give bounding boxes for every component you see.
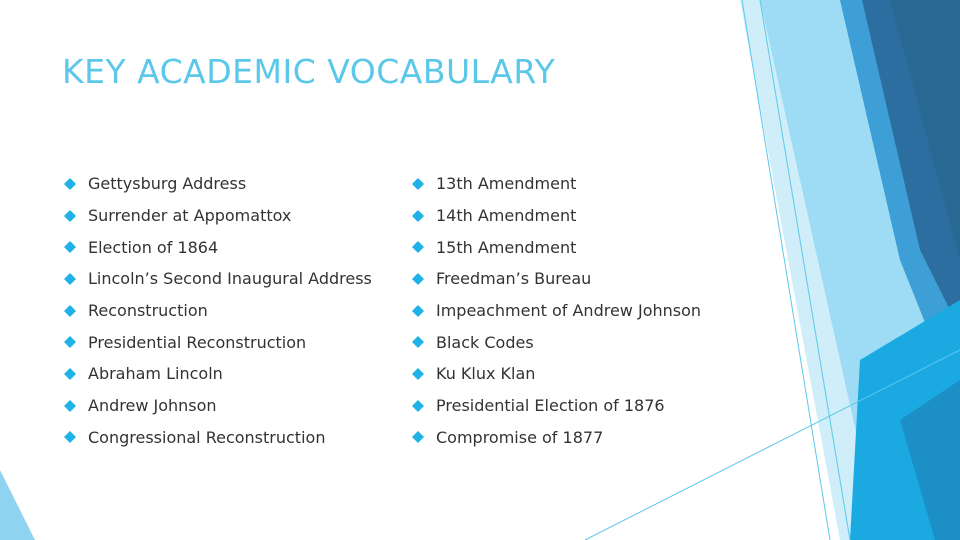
diamond-bullet-icon (410, 303, 426, 319)
list-item-label: Reconstruction (88, 301, 208, 321)
list-item-label: Lincoln’s Second Inaugural Address (88, 269, 372, 289)
diamond-bullet-icon (410, 334, 426, 350)
diamond-bullet-icon (62, 366, 78, 382)
diamond-bullet-icon (62, 303, 78, 319)
diamond-bullet-icon (410, 398, 426, 414)
diamond-bullet-icon (410, 271, 426, 287)
diamond-bullet-icon (62, 398, 78, 414)
vocab-list-right (410, 168, 701, 453)
list-item-label: Presidential Election of 1876 (436, 396, 665, 416)
list-item (410, 263, 701, 295)
list-item-label: Ku Klux Klan (436, 364, 536, 384)
list-item (62, 200, 372, 232)
list-item-label: Abraham Lincoln (88, 364, 223, 384)
list-item-label: Gettysburg Address (88, 174, 247, 194)
list-item-label: 15th Amendment (436, 237, 577, 257)
list-item (62, 231, 372, 263)
list-item-label: Presidential Reconstruction (88, 332, 307, 352)
list-item (410, 200, 701, 232)
list-item-label: Impeachment of Andrew Johnson (436, 301, 702, 321)
diamond-bullet-icon (410, 429, 426, 445)
list-item-label: Congressional Reconstruction (88, 427, 326, 447)
list-item-label: 13th Amendment (436, 174, 577, 194)
list-item (410, 358, 701, 390)
list-item (62, 390, 372, 422)
list-item-label: Black Codes (436, 332, 534, 352)
diamond-bullet-icon (410, 366, 426, 382)
diamond-bullet-icon (410, 208, 426, 224)
list-item-label: 14th Amendment (436, 206, 577, 226)
list-item (410, 422, 701, 454)
list-item (62, 422, 372, 454)
diamond-bullet-icon (62, 429, 78, 445)
list-item (62, 326, 372, 358)
list-item-label: Freedman’s Bureau (436, 269, 592, 289)
list-item (62, 263, 372, 295)
diamond-bullet-icon (62, 334, 78, 350)
list-item-label: Compromise of 1877 (436, 427, 604, 447)
page-title: KEY ACADEMIC VOCABULARY (62, 52, 556, 91)
diamond-bullet-icon (410, 176, 426, 192)
list-item (410, 295, 701, 327)
vocab-list-left (62, 168, 372, 453)
diamond-bullet-icon (62, 176, 78, 192)
list-item-label: Election of 1864 (88, 237, 219, 257)
diamond-bullet-icon (62, 239, 78, 255)
list-item-label: Andrew Johnson (88, 396, 217, 416)
list-item (410, 231, 701, 263)
list-item (410, 326, 701, 358)
list-item (410, 390, 701, 422)
diamond-bullet-icon (62, 271, 78, 287)
list-item-label: Surrender at Appomattox (88, 206, 292, 226)
list-item (62, 168, 372, 200)
list-item (410, 168, 701, 200)
diamond-bullet-icon (410, 239, 426, 255)
diamond-bullet-icon (62, 208, 78, 224)
deco-shape-left-corner (0, 470, 35, 540)
list-item (62, 358, 372, 390)
list-item (62, 295, 372, 327)
